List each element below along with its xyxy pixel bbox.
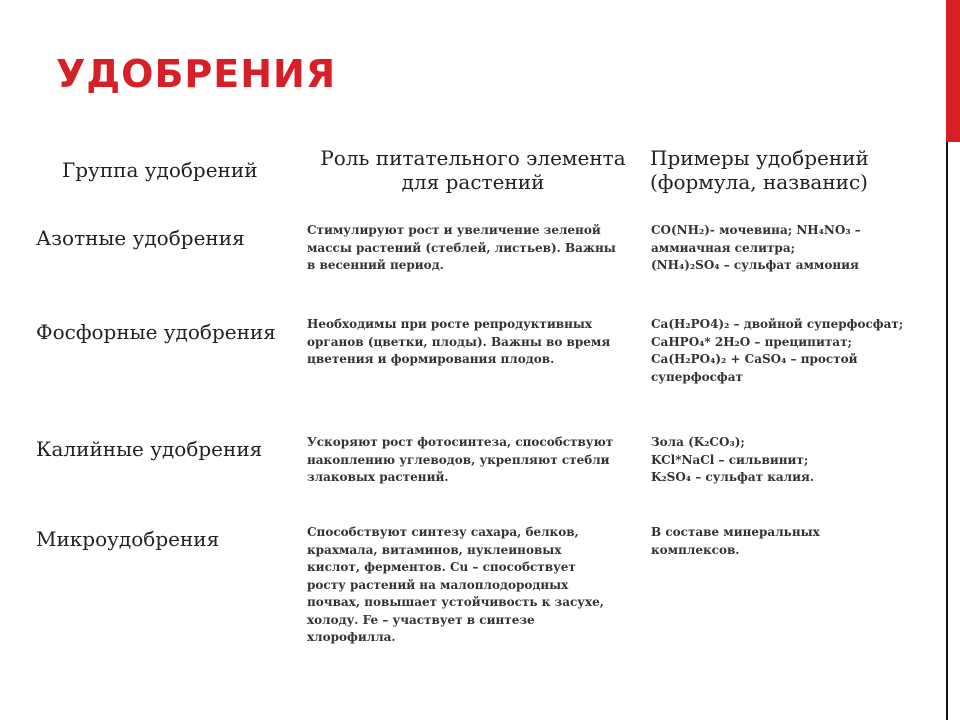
slide-accent-bar: [946, 0, 960, 720]
row-phosphorus-group: Фосфорные удобрения: [36, 320, 276, 344]
row-nitrogen-examples: CO(NH₂)- мочевина; NH₄NO₃ – аммиачная селитра; (NH₄)₂SO₄ – сульфат аммония: [651, 223, 861, 272]
row-phosphorus-role: Необходимы при росте репродуктивных органов (цветки, плоды). Важны во время цветения и формирования плодов.: [307, 317, 611, 366]
row-potassium-group: Калийные удобрения: [36, 437, 263, 461]
row-potassium-role: Ускоряют рост фотосинтеза, способствуют накоплению углеводов, укрепляют стебли злаковых растений.: [307, 435, 614, 484]
accent-red-block: [946, 0, 960, 142]
slide-title: УДОБРЕНИЯ: [56, 52, 337, 96]
header-group: Группа удобрений: [62, 158, 258, 182]
accent-divider-line: [946, 142, 948, 720]
row-phosphorus-examples: Ca(H₂PO4)₂ – двойной суперфосфат; CaHPO₄* 2H₂O – преципитат; Ca(H₂PO₄)₂ + CaSO₄ – простой суперфосфат: [651, 317, 904, 384]
row-nitrogen-role: Стимулируют рост и увеличение зеленой массы растений (стеблей, листьев). Важны в весенний период.: [307, 223, 616, 272]
row-nitrogen-group: Азотные удобрения: [36, 226, 245, 250]
header-examples: Примеры удобрений (формула, названис): [650, 146, 869, 194]
row-micro-examples: В составе минеральных комплексов.: [651, 525, 820, 557]
header-role: Роль питательного элемента для растений: [320, 146, 626, 194]
row-micro-role: Способствуют синтезу сахара, белков, крахмала, витаминов, нуклеиновых кислот, ферментов. Cu – способствует росту растений на малоплодородных почвах, повышает устойчивость к засухе, холоду. Fe – участвует в синтезе хлорофилла.: [307, 525, 604, 644]
row-potassium-examples: Зола (K₂CO₃); KCl*NaCl – сильвинит; K₂SO₄ – сульфат калия.: [651, 435, 815, 484]
row-micro-group: Микроудобрения: [36, 527, 220, 551]
